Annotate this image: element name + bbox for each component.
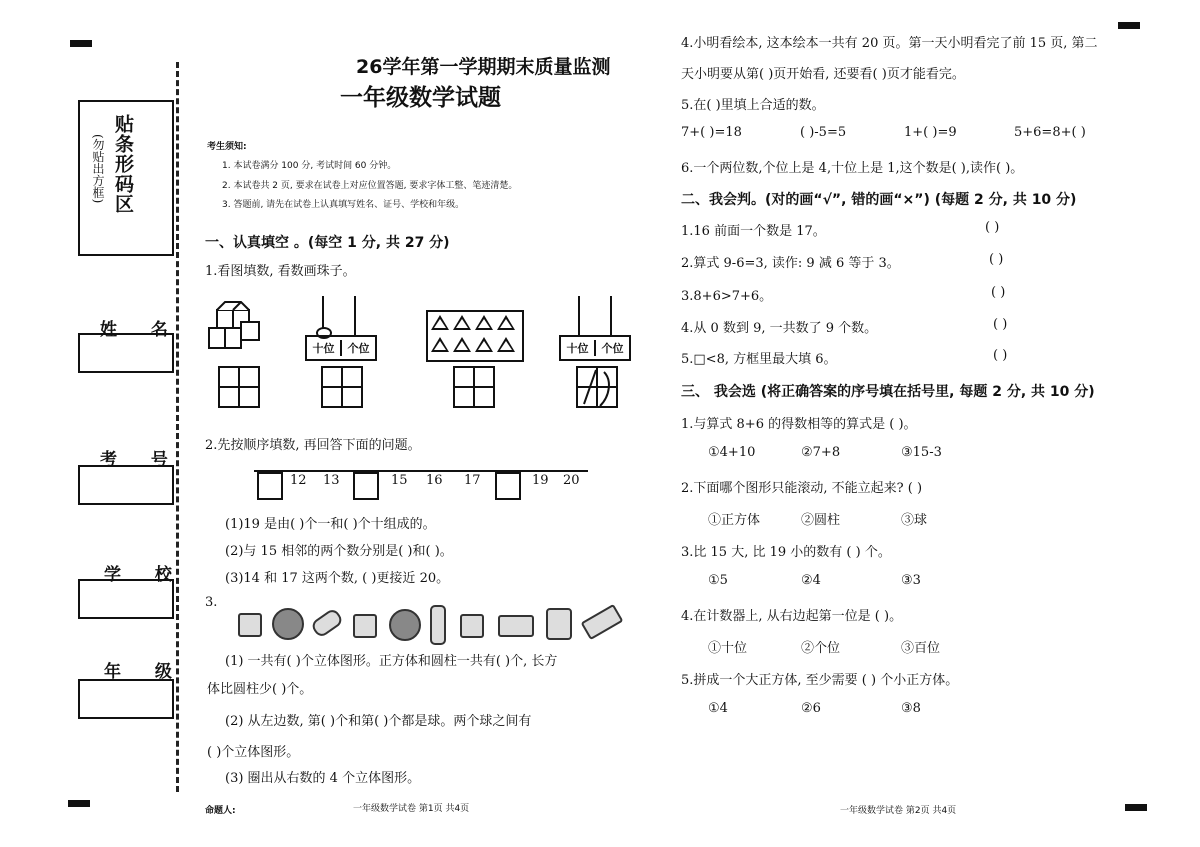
question-3-part-3: (3) 圈出从右数的 4 个立体图形。: [225, 771, 421, 786]
abacus-rod-tens: [578, 296, 580, 336]
choice-question: 5.拼成一个大正方体, 至少需要 ( ) 个小正方体。: [681, 673, 959, 688]
choice-option: ①4: [708, 701, 728, 716]
section1-heading: 一、认真填空 。(每空 1 分, 共 27 分): [205, 235, 450, 251]
cylinder-icon: [546, 608, 572, 640]
question-3-part-1: (1) 一共有( )个立体图形。正方体和圆柱一共有( )个, 长方: [225, 654, 558, 669]
setter-label: 命题人:: [205, 806, 236, 816]
cuboid-icon: [498, 615, 534, 637]
choice-option: ②个位: [801, 641, 841, 656]
question-2-part-2: (2)与 15 相邻的两个数分别是( )和( )。: [225, 544, 453, 559]
number-line-label: 13: [323, 473, 340, 488]
cuboid-icon: [581, 604, 624, 640]
judge-item: 1.16 前面一个数是 17。: [681, 224, 826, 239]
notice-item: 2. 本试卷共 2 页, 要求在试卷上对应位置答题, 要求字体工整、笔迹清楚。: [222, 181, 518, 191]
judge-answer-paren[interactable]: ( ): [993, 317, 1008, 332]
question-3-part-2: (2) 从左边数, 第( )个和第( )个都是球。两个球之间有: [225, 714, 532, 729]
notice-heading: 考生须知:: [207, 142, 247, 152]
page-footer-1: 一年级数学试卷 第1页 共4页: [353, 804, 470, 814]
section3-heading: 三、 我会选 (将正确答案的序号填在括号里, 每题 2 分, 共 10 分): [681, 384, 1095, 400]
choice-option: ③8: [901, 701, 921, 716]
cylinder-icon: [310, 607, 345, 639]
question-3: 3.: [205, 595, 218, 610]
exam-number-label: 考 号: [100, 450, 182, 470]
number-line-label: 12: [290, 473, 307, 488]
choice-option: ③15-3: [901, 445, 942, 460]
name-label: 姓 名: [100, 320, 182, 340]
judge-item: 3.8+6>7+6。: [681, 289, 773, 304]
cube-icon: [238, 613, 262, 637]
judge-item: 5.□<8, 方框里最大填 6。: [681, 352, 837, 367]
barcode-sublabel: (勿贴出方框): [91, 134, 105, 204]
question-1: 1.看图填数, 看数画珠子。: [205, 264, 356, 279]
question-4-line-1: 4.小明看绘本, 这本绘本一共有 20 页。第一天小明看完了前 15 页, 第二: [681, 36, 1098, 51]
choice-option: ③3: [901, 573, 921, 588]
question-5-item: 7+( )=18: [681, 125, 742, 140]
triangle: [475, 337, 493, 352]
number-line-label: 17: [464, 473, 481, 488]
question-2-part-1: (1)19 是由( )个一和( )个十组成的。: [225, 517, 436, 532]
choice-option: ③球: [901, 513, 928, 528]
number-line-label: 19: [532, 473, 549, 488]
choice-option: ②7+8: [801, 445, 841, 460]
choice-question: 4.在计数器上, 从右边起第一位是 ( )。: [681, 609, 903, 624]
choice-option: ①正方体: [708, 513, 761, 528]
choice-option: ①5: [708, 573, 728, 588]
notice-item: 3. 答题前, 请先在试卷上认真填写姓名、证号、学校和年级。: [222, 200, 465, 210]
triangle: [497, 315, 515, 330]
triangle: [453, 315, 471, 330]
number-line-label: 20: [563, 473, 580, 488]
triangle: [453, 337, 471, 352]
question-2: 2.先按顺序填数, 再回答下面的问题。: [205, 438, 421, 453]
name-field[interactable]: [78, 333, 174, 373]
registration-mark: [1125, 804, 1147, 811]
binding-dashed-line: [176, 62, 179, 792]
page-footer-2: 一年级数学试卷 第2页 共4页: [840, 806, 957, 816]
choice-question: 2.下面哪个图形只能滚动, 不能立起来? ( ): [681, 481, 923, 496]
place-value-board: [305, 335, 377, 361]
question-3-part-2-cont: ( )个立体图形。: [207, 745, 300, 760]
exam-title: 26学年第一学期期末质量监测: [356, 56, 611, 78]
number-line-blank[interactable]: [495, 472, 521, 500]
abacus-rod-ones: [354, 296, 356, 336]
number-line-blank[interactable]: [353, 472, 379, 500]
grade-field[interactable]: [78, 679, 174, 719]
choice-option: ②4: [801, 573, 821, 588]
cylinder-icon: [430, 605, 446, 645]
number-line-blank[interactable]: [257, 472, 283, 500]
place-value-board: [559, 335, 631, 361]
answer-grid[interactable]: [453, 366, 495, 408]
exam-subtitle: 一年级数学试题: [340, 85, 501, 111]
judge-answer-paren[interactable]: ( ): [991, 285, 1006, 300]
registration-mark: [70, 40, 92, 47]
triangle: [431, 337, 449, 352]
tens-label: 十位: [312, 342, 335, 355]
number-line-label: 16: [426, 473, 443, 488]
school-label: 学 校: [104, 565, 186, 585]
cube-icon: [460, 614, 484, 638]
question-5-item: ( )-5=5: [800, 125, 847, 140]
answer-grid[interactable]: [218, 366, 260, 408]
question-3-part-1-cont: 体比圆柱少( )个。: [207, 682, 313, 697]
sphere-icon: [389, 609, 421, 641]
registration-mark: [1118, 22, 1140, 29]
notice-item: 1. 本试卷满分 100 分, 考试时间 60 分钟。: [222, 161, 397, 171]
registration-mark: [68, 800, 90, 807]
barcode-area: [78, 100, 174, 256]
number-line: [254, 470, 588, 472]
choice-option: ①4+10: [708, 445, 756, 460]
question-5: 5.在( )里填上合适的数。: [681, 98, 825, 113]
abacus-rod-ones: [610, 296, 612, 336]
tens-label: 十位: [566, 342, 589, 355]
number-line-label: 15: [391, 473, 408, 488]
judge-answer-paren[interactable]: ( ): [993, 348, 1008, 363]
judge-answer-paren[interactable]: ( ): [989, 252, 1004, 267]
sphere-icon: [272, 608, 304, 640]
ones-label: 个位: [340, 340, 375, 356]
handwritten-strokes: [576, 366, 618, 408]
answer-grid[interactable]: [321, 366, 363, 408]
judge-item: 2.算式 9-6=3, 读作: 9 减 6 等于 3。: [681, 256, 900, 271]
cube-stack-figure: [207, 298, 265, 352]
question-6: 6.一个两位数,个位上是 4,十位上是 1,这个数是( ),读作( )。: [681, 161, 1024, 176]
ones-label: 个位: [594, 340, 629, 356]
judge-answer-paren[interactable]: ( ): [985, 220, 1000, 235]
triangle: [431, 315, 449, 330]
barcode-label: 贴条形码区: [112, 114, 134, 214]
triangle: [497, 337, 515, 352]
question-2-part-3: (3)14 和 17 这两个数, ( )更接近 20。: [225, 571, 450, 586]
choice-option: ②圆柱: [801, 513, 841, 528]
choice-option: ②6: [801, 701, 821, 716]
choice-question: 3.比 15 大, 比 19 小的数有 ( ) 个。: [681, 545, 891, 560]
school-field[interactable]: [78, 579, 174, 619]
triangle: [475, 315, 493, 330]
choice-question: 1.与算式 8+6 的得数相等的算式是 ( )。: [681, 417, 917, 432]
question-5-item: 5+6=8+( ): [1014, 125, 1086, 140]
grade-label: 年 级: [104, 662, 186, 682]
question-5-item: 1+( )=9: [904, 125, 957, 140]
judge-item: 4.从 0 数到 9, 一共数了 9 个数。: [681, 321, 878, 336]
choice-option: ③百位: [901, 641, 941, 656]
exam-number-field[interactable]: [78, 465, 174, 505]
question-4-line-2: 天小明要从第( )页开始看, 还要看( )页才能看完。: [681, 67, 965, 82]
section2-heading: 二、我会判。(对的画“√”, 错的画“×”) (每题 2 分, 共 10 分): [681, 192, 1077, 208]
choice-option: ①十位: [708, 641, 748, 656]
cube-icon: [353, 614, 377, 638]
